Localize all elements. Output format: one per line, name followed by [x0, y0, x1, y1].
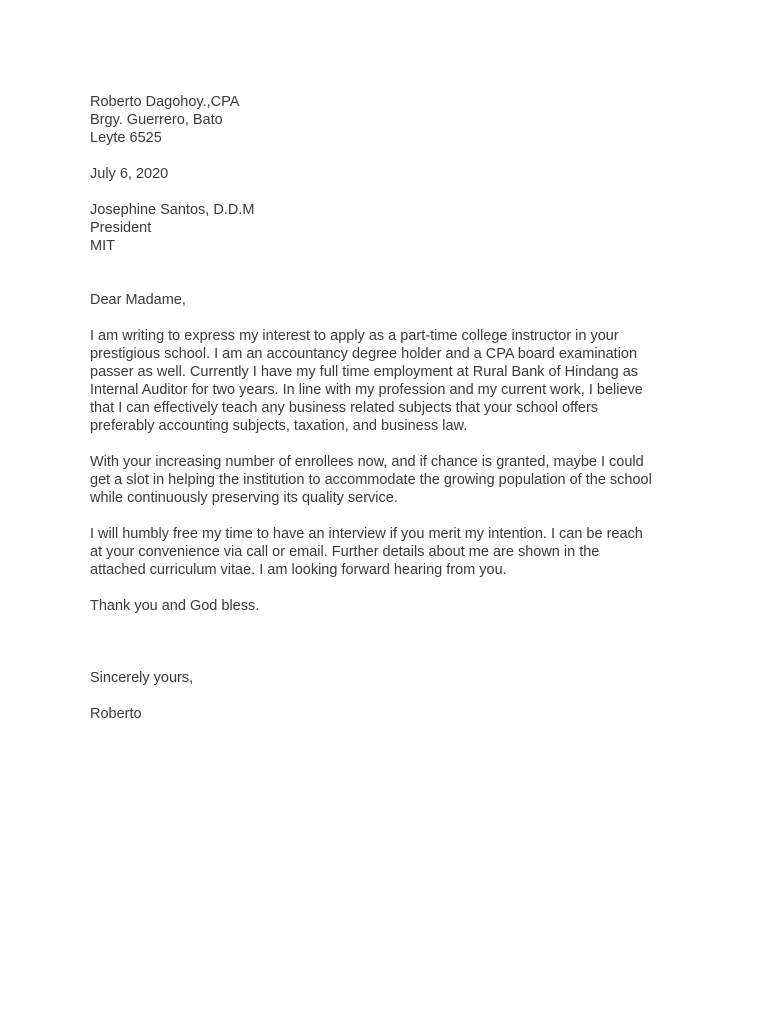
- recipient-block: [90, 201, 690, 255]
- paragraph-line: preferably accounting subjects, taxation, and business law.: [90, 418, 468, 434]
- paragraph-line: passer as well. Currently I have my full time employment at Rural Bank of Hindang as: [90, 364, 639, 380]
- paragraph-line: get a slot in helping the institution to accommodate the growing population of the school: [90, 472, 652, 488]
- sender-block: [90, 93, 690, 147]
- letter-page: [90, 93, 690, 723]
- recipient-name: Josephine Santos, D.D.M: [90, 202, 255, 218]
- signature-block: [90, 705, 690, 723]
- sender-address-line1: Brgy. Guerrero, Bato: [90, 112, 223, 128]
- letter-date: July 6, 2020: [90, 166, 169, 182]
- body-paragraph-4: [90, 597, 690, 615]
- recipient-organization: MIT: [90, 238, 115, 254]
- sender-name: Roberto Dagohoy.,CPA: [90, 94, 240, 110]
- body-paragraph-1: [90, 327, 690, 435]
- paragraph-line: I will humbly free my time to have an interview if you merit my intention. I can be reach: [90, 526, 643, 542]
- paragraph-line: With your increasing number of enrollees now, and if chance is granted, maybe I could: [90, 454, 644, 470]
- paragraph-line: prestigious school. I am an accountancy degree holder and a CPA board examination: [90, 346, 638, 362]
- paragraph-line: I am writing to express my interest to apply as a part-time college instructor in your: [90, 328, 619, 344]
- sender-address-line2: Leyte 6525: [90, 130, 162, 146]
- paragraph-line: Internal Auditor for two years. In line with my profession and my current work, I believe: [90, 382, 643, 398]
- salutation: Dear Madame,: [90, 292, 186, 308]
- closing-block: [90, 669, 690, 687]
- paragraph-line: that I can effectively teach any business related subjects that your school offers: [90, 400, 599, 416]
- paragraph-line: while continuously preserving its quality service.: [90, 490, 398, 506]
- date-block: [90, 165, 690, 183]
- closing: Sincerely yours,: [90, 670, 194, 686]
- salutation-block: [90, 291, 690, 309]
- body-paragraph-3: [90, 525, 690, 579]
- paragraph-line: Thank you and God bless.: [90, 598, 260, 614]
- signature-name: Roberto: [90, 706, 142, 722]
- paragraph-line: at your convenience via call or email. Further details about me are shown in the: [90, 544, 600, 560]
- body-paragraph-2: [90, 453, 690, 507]
- paragraph-line: attached curriculum vitae. I am looking forward hearing from you.: [90, 562, 507, 578]
- recipient-title: President: [90, 220, 152, 236]
